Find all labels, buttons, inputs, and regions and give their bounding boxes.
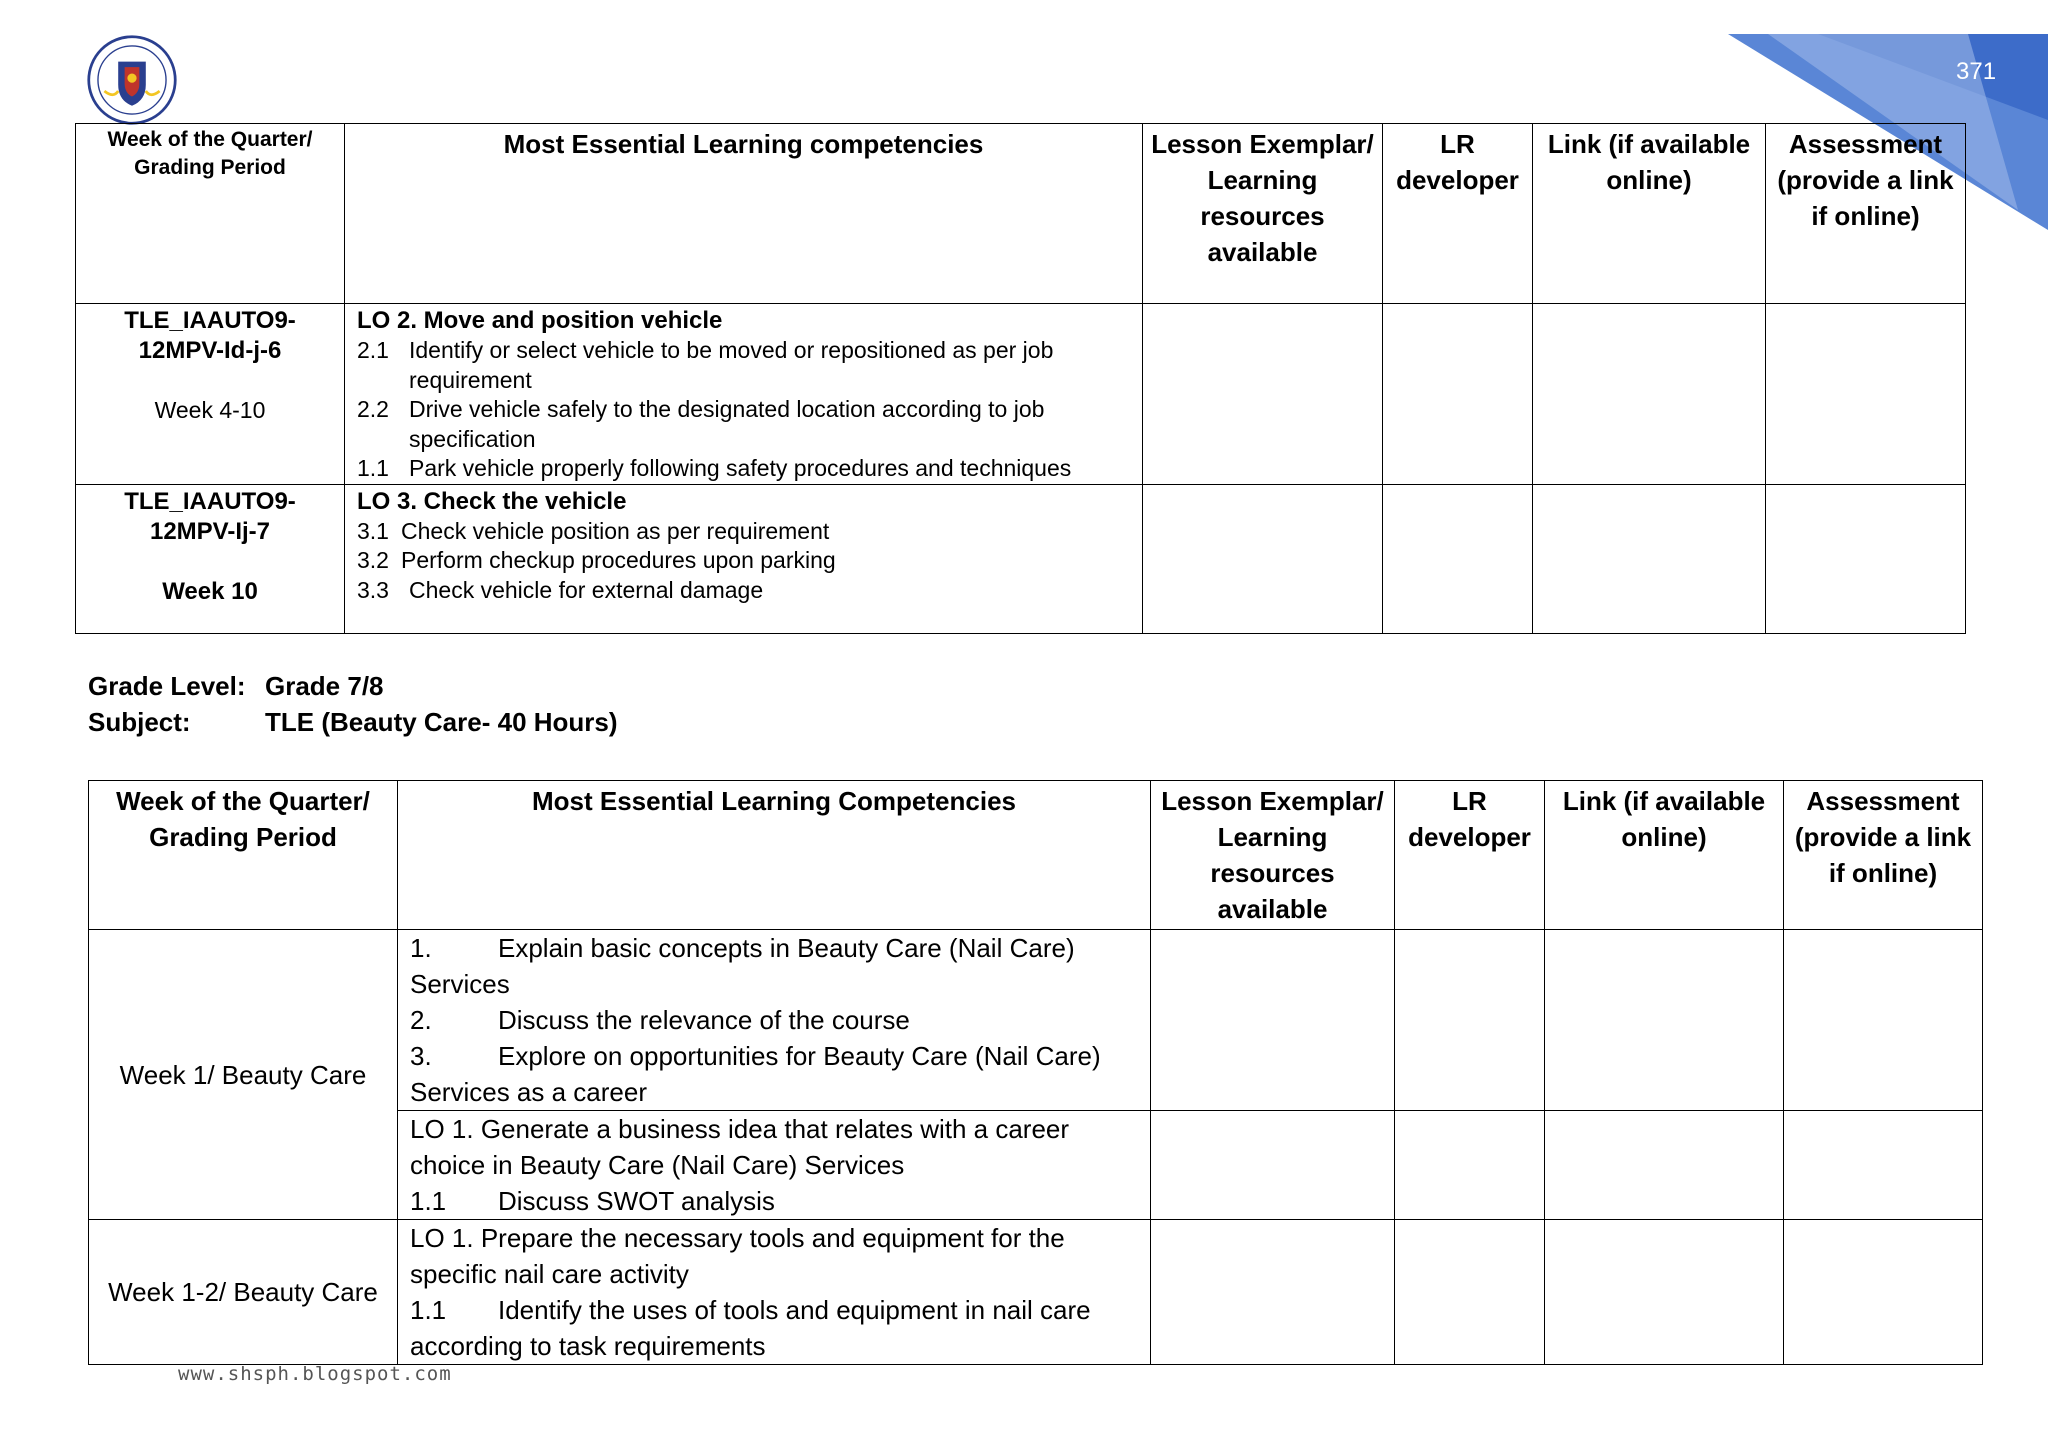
grade-level-label: Grade Level: <box>88 671 246 701</box>
header-lr-developer: LR developer <box>1395 781 1545 930</box>
empty-cell <box>1545 1111 1784 1220</box>
header-assessment: Assessment (provide a link if online) <box>1766 124 1966 304</box>
header-week: Week of the Quarter/ Grading Period <box>76 124 345 304</box>
header-week: Week of the Quarter/ Grading Period <box>89 781 398 930</box>
list-item: 1.1 Identify the uses of tools and equipment in nail care according to task requirements <box>410 1295 1091 1361</box>
deped-seal-icon <box>86 34 178 126</box>
header-competencies: Most Essential Learning Competencies <box>398 781 1151 930</box>
empty-cell <box>1151 1111 1395 1220</box>
empty-cell <box>1784 1220 1983 1365</box>
lo-title: LO 1. Generate a business idea that relates with a career choice in Beauty Care (Nail Care) Services <box>410 1114 1070 1180</box>
empty-cell <box>1766 484 1966 633</box>
list-item: 3.3 Check vehicle for external damage <box>357 576 764 603</box>
empty-cell <box>1395 930 1545 1111</box>
week-label: Week 4-10 <box>154 397 266 423</box>
empty-cell <box>1784 930 1983 1111</box>
header-lr-developer: LR developer <box>1383 124 1533 304</box>
empty-cell <box>1533 484 1766 633</box>
header-assessment: Assessment (provide a link if online) <box>1784 781 1983 930</box>
empty-cell <box>1383 304 1533 485</box>
competency-cell <box>398 1111 1151 1220</box>
table-header-row <box>89 781 1983 930</box>
header-lesson-exemplar: Lesson Exemplar/ Learning resources available <box>1151 781 1395 930</box>
competency-cell <box>345 484 1143 633</box>
list-item: 1. Explain basic concepts in Beauty Care (Nail Care) Services <box>410 933 1075 999</box>
header-competencies: Most Essential Learning competencies <box>345 124 1143 304</box>
competency-cell <box>345 304 1143 485</box>
empty-cell <box>1545 1220 1784 1365</box>
week-label: Week 10 <box>162 577 258 605</box>
empty-cell <box>1151 1220 1395 1365</box>
empty-cell <box>1766 304 1966 485</box>
empty-cell <box>1395 1111 1545 1220</box>
list-item: 3.2 Perform checkup procedures upon parking <box>357 547 836 573</box>
week-cell: Week 1/ Beauty Care <box>89 930 398 1220</box>
week-cell <box>76 304 345 485</box>
subject-label: Subject: <box>88 707 191 737</box>
competency-table-automotive <box>75 123 1966 634</box>
table-row <box>89 1220 1983 1365</box>
subject-value: TLE (Beauty Care- 40 Hours) <box>265 707 618 737</box>
grade-level-value: Grade 7/8 <box>265 671 384 701</box>
competency-cell <box>398 1220 1151 1365</box>
week-cell: Week 1-2/ Beauty Care <box>89 1220 398 1365</box>
competency-table-beauty-care <box>88 780 1983 1365</box>
competency-cell <box>398 930 1151 1111</box>
header-link: Link (if available online) <box>1545 781 1784 930</box>
list-item: 1.1 Park vehicle properly following safety procedures and techniques <box>357 455 1072 481</box>
competency-code: TLE_IAAUTO9- 12MPV-Id-j-6 <box>124 307 296 364</box>
list-item: 3. Explore on opportunities for Beauty Care (Nail Care) Services as a career <box>410 1041 1101 1107</box>
empty-cell <box>1383 484 1533 633</box>
competency-code: TLE_IAAUTO9- 12MPV-Ij-7 <box>124 487 296 545</box>
empty-cell <box>1533 304 1766 485</box>
list-item: 2.1 Identify or select vehicle to be moved or repositioned as per job requirement <box>357 337 1054 393</box>
empty-cell <box>1395 1220 1545 1365</box>
lo-title: LO 2. Move and position vehicle <box>357 307 723 334</box>
lo-title: LO 1. Prepare the necessary tools and equipment for the specific nail care activity <box>410 1223 1065 1289</box>
header-lesson-exemplar: Lesson Exemplar/ Learning resources available <box>1143 124 1383 304</box>
lo-title: LO 3. Check the vehicle <box>357 487 627 515</box>
empty-cell <box>1151 930 1395 1111</box>
list-item: 2. Discuss the relevance of the course <box>410 1005 910 1035</box>
table-row <box>76 304 1966 485</box>
page-number: 371 <box>1956 58 1997 85</box>
footer-url: www.shsph.blogspot.com <box>178 1363 452 1385</box>
empty-cell <box>1545 930 1784 1111</box>
empty-cell <box>1784 1111 1983 1220</box>
empty-cell <box>1143 304 1383 485</box>
header-link: Link (if available online) <box>1533 124 1766 304</box>
list-item: 3.1 Check vehicle position as per requirement <box>357 517 830 544</box>
list-item: 1.1 Discuss SWOT analysis <box>410 1186 775 1216</box>
table-row <box>76 484 1966 633</box>
week-cell <box>76 484 345 633</box>
list-item: 2.2 Drive vehicle safely to the designated location according to job specification <box>357 396 1045 452</box>
table-header-row <box>76 124 1966 304</box>
empty-cell <box>1143 484 1383 633</box>
table-row <box>89 930 1983 1111</box>
